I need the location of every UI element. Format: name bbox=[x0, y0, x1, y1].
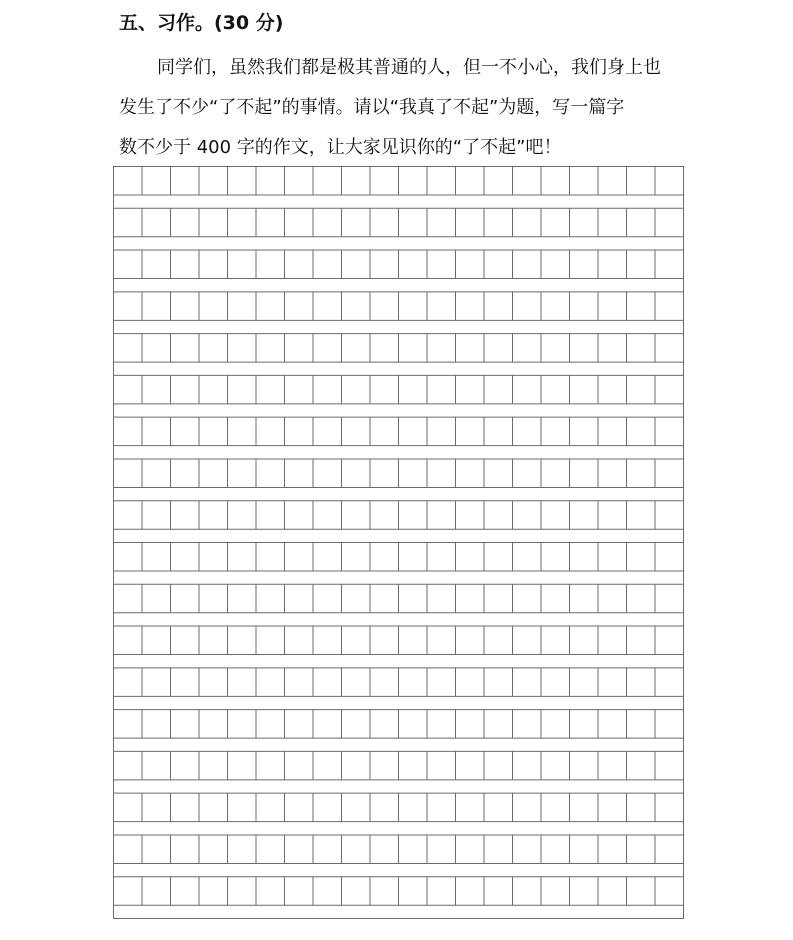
section-heading: 五、习作。(30 分) bbox=[119, 12, 284, 34]
prompt-line-2: 发生了不少“了不起”的事情。请以“我真了不起”为题，写一篇字 bbox=[119, 97, 625, 118]
grid-row[interactable] bbox=[114, 334, 684, 363]
writing-grid[interactable] bbox=[113, 166, 684, 919]
grid-row[interactable] bbox=[114, 751, 684, 780]
grid-row[interactable] bbox=[114, 543, 684, 572]
grid-row[interactable] bbox=[114, 208, 684, 237]
grid-row[interactable] bbox=[114, 250, 684, 278]
essay-prompt bbox=[119, 48, 689, 168]
grid-row[interactable] bbox=[114, 417, 684, 445]
grid-row[interactable] bbox=[114, 626, 684, 655]
prompt-line-3: 数不少于 400 字的作文，让大家见识你的“了不起”吧！ bbox=[119, 137, 562, 158]
grid-row[interactable] bbox=[114, 501, 684, 530]
grid-row[interactable] bbox=[114, 835, 684, 864]
prompt-line-1: 同学们，虽然我们都是极其普通的人，但一不小心，我们身上也 bbox=[157, 57, 661, 78]
writing-grid-svg bbox=[113, 166, 684, 919]
grid-row[interactable] bbox=[114, 375, 684, 404]
grid-row[interactable] bbox=[114, 668, 684, 696]
grid-row[interactable] bbox=[114, 793, 684, 822]
grid-row[interactable] bbox=[114, 584, 684, 613]
grid-row[interactable] bbox=[114, 167, 684, 196]
grid-row[interactable] bbox=[114, 877, 684, 906]
grid-row[interactable] bbox=[114, 459, 684, 488]
grid-row[interactable] bbox=[114, 710, 684, 739]
grid-row[interactable] bbox=[114, 292, 684, 320]
